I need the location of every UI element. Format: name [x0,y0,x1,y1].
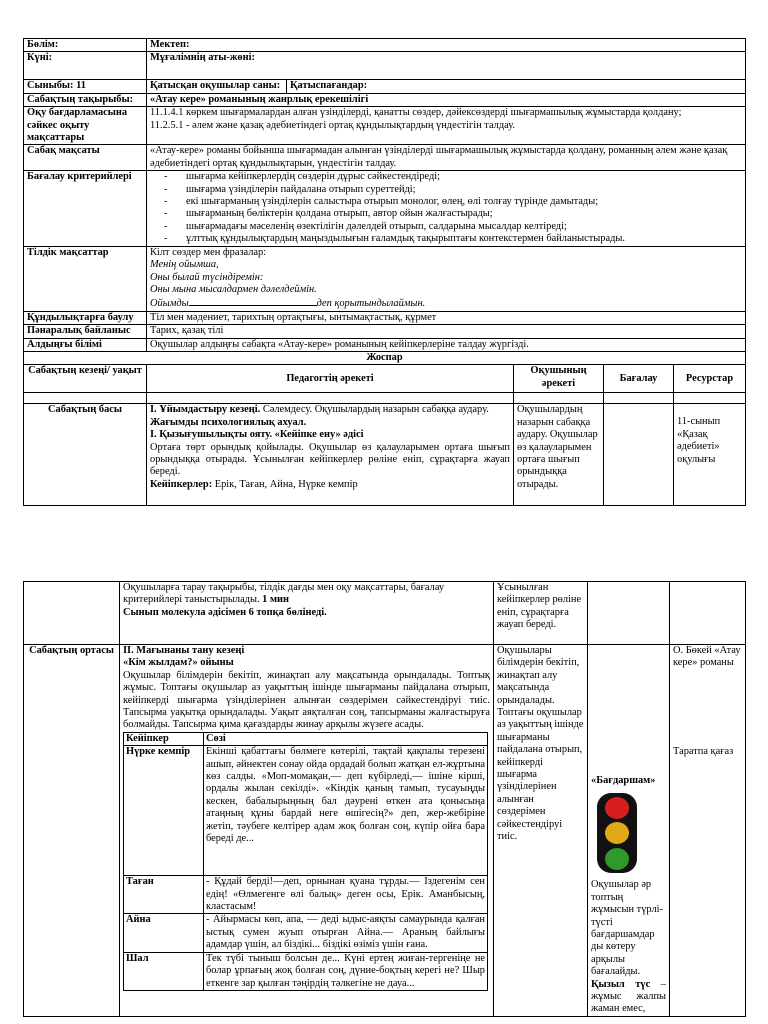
stage-start-student: Оқушылардың назарын сабаққа аудару. Оқушылар өз қалауларымен ортаға шығып орындыққа отырады. [514,404,604,506]
values-label: Құндылықтарға баулу [24,311,147,324]
fill-blank [189,296,317,306]
phrase-end: деп қорытындылаймын. [316,298,426,310]
criteria-item: - екі шығарманың үзінділерін салыстыра отырып монолог, өлең, өлі толғау түрінде дамытады; [164,196,742,208]
green-light [605,848,629,870]
red-description: – жұмыс жалпы жаман емес, [591,978,666,1015]
phrase-start: Ойымды [150,298,189,310]
game-description: Оқушылар білімдерін бекітіп, жинақтап алу мақсатында орындалады. Топтық жұмыс. Топтағы оқушылар аз уақыттың ішінде шығарманы пайдалана отырып, кейіпкерді шығарма үзінділерінен алынған сөздерімен сәйкестендіруі тиіс. Тапсырма уақытқа орындалады. Уақыт аяқталған соң, тапсырманы жалғастыруға болмайды. Тапсырма қима қағаздарды жинау арқылы жүзеге асады. [123,669,490,731]
topic-label: Сабақтың тақырыбы: [24,93,147,106]
teacher-label: Мұғалімнің аты-жөні: [147,52,746,80]
curriculum-objective: 11.1.4.1 көркем шығармалардан алған үзінділерді, қанатты сөздер, дәйексөздерді шығармашылық жұмыстарда қолдану; [150,107,682,119]
empty-cell [24,582,120,645]
empty-cell [24,393,147,404]
interest-stage: І. Қызығушылықты ояту. «Кейіпке ену» әдісі [150,429,364,441]
empty-cell [147,393,514,404]
curriculum-objective: 11.2.5.1 - әлем және қазақ әдебиетіндегі ортақ құндылықтардың үндестігін талдау. [150,119,515,131]
intro-description: Оқушыларға тарау тақырыбы, тілдік дағды мен оқу мақсаттары, бағалау критерийлері таныстырылады. [123,582,445,606]
language-phrase: Оны былай түсіндіремін: [150,271,264,283]
lesson-plan-table [23,38,746,506]
language-phrase: Менің ойымша, [150,259,219,271]
stage-start-teacher [147,404,514,506]
traffic-light-icon [597,793,637,873]
characters-label: Кейіпкерлер: [150,478,213,490]
continuation-student: Ұсынылған кейіпкерлер рөліне еніп, сұрақтарға жауап береді. [494,582,588,645]
criteria-item: - шығарманың бөліктерін қолдана отырып, автор ойын жалғастырады; [164,208,742,220]
lesson-plan-page-1 [23,38,745,506]
curriculum-value [147,107,746,145]
quotes-header-character: Кейіпкер [124,732,204,745]
stage-middle-teacher [120,645,494,1017]
criteria-list [150,171,742,245]
resource-handout: Таратпа қағаз [673,745,734,757]
table-row-quote: Екінші қабаттағы бөлмеге көтерілі, тақтай қақпалы терезені ашып, әйнектен сонау ойда ордадай болып жатқан ел-жұртына көз салды. «Моп-момақан,— деп күбірледі,— ішіне кірші, ордалы жылан секілді». «Кіндік қаның тамып, тусауыңды кескен, бабалырыңның бал дәурені өткен ата қонысыңа атаңның құны бардай неге өшігесің?» деп, жер-жебіріне жетіп, тәубеге келтірер адам жоқ болған соң, күпір ойға бара береді де... [204,746,488,876]
goal-value: «Атау-кере» романы бойынша шығармадан алынған үзінділерді шығармашылық жұмыстарда қолдану, романның әлем және қазақ әдебиетіндегі ортақ құндылықтарын, үндестігін талдау. [147,145,746,171]
values-value: Тіл мен мәдениет, тарихтың ортақтығы, ынтымақтастық, құрмет [147,311,746,324]
language-phrase: Оны мына мысалдармен дәлелдеймін. [150,283,317,295]
header-assessment: Бағалау [604,365,674,393]
stage-middle-student: Оқушылары білімдерін бекітіп, жинақтап алу мақсатында орындалады. Топтағы оқушылар аз уақыттың ішінде шығарманы пайдалана отырып, кейіпкерді шығарма үзінділерінен алынған сөздерімен сәйкестендіруі тиіс. [494,645,588,1017]
language-label: Тілдік мақсаттар [24,246,147,311]
resource-novel: О. Бөкей «Атау кере» романы [673,645,741,669]
yellow-light [605,822,629,844]
lesson-plan-table-continued [23,581,746,1017]
curriculum-label: Оқу бағдарламасына сәйкес оқыту мақсаттары [24,107,147,145]
meaning-stage-title: ІІ. Мағынаны тану кезеңі [123,645,245,656]
characters-list: Ерік, Таған, Айна, Нүрке кемпір [212,478,358,490]
date-label: Күні: [24,52,147,80]
stage-start-resource: 11-сынып «Қазақ әдебиеті» оқулығы [674,404,746,506]
org-stage-text: Сәлемдесу. Оқушылардың назарын сабаққа аудару. [260,404,489,416]
empty-cell [670,582,746,645]
red-label: Қызыл түс [591,978,651,990]
stage-start: Сабақтың басы [24,404,147,506]
characters-line [150,479,510,491]
table-row-quote: - Айырмасы көп, апа, — деді ыдыс-аяқты самаурында қалған ыстық сумен жуып отырған Айна.— Араның байлығы адамдар үшін, ал біздікі... біздікі өзіміз үшін ғана. [204,914,488,952]
empty-cell [674,393,746,404]
criteria-item: - шығарма кейіпкерлердің сөздерін дұрыс сәйкестендіреді; [164,171,742,183]
table-row-character: Шал [124,952,204,990]
table-row-character: Айна [124,914,204,952]
empty-cell [604,393,674,404]
empty-cell [588,582,670,645]
stage-middle-resources [670,645,746,1017]
cross-subject-value: Тарих, қазақ тілі [147,325,746,338]
quotes-table [123,732,488,991]
criteria-item: - шығармадағы мәселенің өзектілігін дәлелдей отырып, салдарына мысалдар келтіреді; [164,221,742,233]
continuation-teacher [120,582,494,645]
school-label: Мектеп: [147,39,746,52]
language-phrase [150,296,742,310]
class-label: Сыныбы: 11 [24,80,147,93]
absent-label: Қатыспағандар: [287,80,746,93]
interest-description: Ортаға төрт орындық қойылады. Оқушылар өз қалауларымен ортаға шығып орындыққа отырады. Ұсынылған кейіпкерлер рөліне еніп, сұрақтарға жауап береді. [150,441,510,478]
red-light [605,797,629,819]
game-title: «Кім жылдам?» ойыны [123,657,234,669]
language-value [147,246,746,311]
time-label: 1 мин [262,594,290,606]
criteria-label: Бағалау критерийлері [24,171,147,246]
stage-middle-assessment [588,645,670,1017]
plan-heading: Жоспар [24,351,746,364]
cross-subject-label: Пәнаралық байланыс [24,325,147,338]
section-label: Бөлім: [24,39,147,52]
header-stage: Сабақтың кезеңі/ уақыт [24,365,147,393]
topic-value: «Атау кере» романының жанрлық ерекешілігі [147,93,746,106]
criteria-item: - шығарма үзінділерін пайдалана отырып суреттейді; [164,184,742,196]
criteria-value [147,171,746,246]
stage-middle: Сабақтың ортасы [24,645,120,1017]
goal-label: Сабақ мақсаты [24,145,147,171]
quotes-header-words: Сөзі [204,732,488,745]
group-division: Сынып молекула әдісімен 6 топқа бөлінеді. [123,606,327,618]
prior-knowledge-label: Алдыңғы білімі [24,338,147,351]
assessment-text: Оқушылар әр топтың жұмысын түрлі-түсті бағдаршамдар ды көтеру арқылы бағалайды. [591,879,664,978]
header-teacher: Педагогтің әрекеті [147,365,514,393]
header-student: Оқушының әрекеті [514,365,604,393]
assessment-red [591,979,666,1016]
header-resources: Ресурстар [674,365,746,393]
table-row-character: Таған [124,876,204,914]
lesson-plan-page-2 [23,581,745,1017]
prior-knowledge-value: Оқушылар алдыңғы сабақта «Атау-кере» романының кейіпкерлеріне талдау жүргізді. [147,338,746,351]
table-row-quote: Тек түбі тыныш болсын де... Күні ертең жиған-тергеніңе не болар ұрпағың жоқ болған соң, дүние-боқтың керегі не? Шыр еткенге зар қылған тәңірдің тәлкегіне не дауа... [204,952,488,990]
empty-cell [514,393,604,404]
language-heading: Кілт сөздер мен фразалар: [150,246,267,258]
table-row-character: Нүрке кемпір [124,746,204,876]
stage-start-assessment [604,404,674,506]
present-label: Қатысқан оқушылар саны: [147,80,287,93]
psych-climate: Жағымды психологиялық ахуал. [150,416,307,428]
org-stage-title: І. Ұйымдастыру кезеңі. [150,404,261,416]
intro-text [123,582,490,607]
table-row-quote: - Құдай берді!—деп, орнынан қуана тұрды.— Іздегенім сен едің! «Өлмегенге өлі балық» деген осы, Ерік. Аманбысың, кластасым! [204,876,488,914]
criteria-item: - ұлттық құндылықтардың маңыздылығын ғаламдық тақырыптағы контекстермен байланыстырады. [164,233,742,245]
assessment-title: «Бағдаршам» [591,775,656,786]
org-stage [150,404,510,416]
spacer [673,670,742,746]
spacer [591,645,666,775]
